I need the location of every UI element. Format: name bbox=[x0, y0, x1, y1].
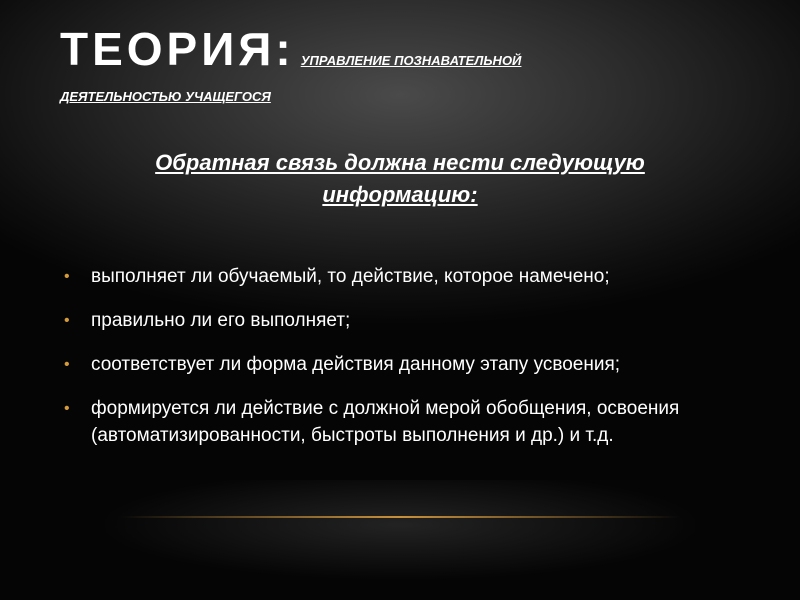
bullet-text: соответствует ли форма действия данному этапу усвоения; bbox=[91, 354, 621, 375]
bullet-dot-icon: • bbox=[64, 356, 70, 373]
subtitle-line2: информацию: bbox=[322, 182, 478, 207]
bullet-item bbox=[62, 307, 742, 334]
bullet-text: правильно ли его выполняет; bbox=[91, 310, 351, 331]
bullet-list bbox=[62, 263, 742, 466]
slide-title: ТЕОРИЯ: bbox=[60, 23, 295, 75]
bullet-item bbox=[62, 395, 742, 449]
bottom-glow bbox=[0, 480, 800, 600]
bullet-dot-icon: • bbox=[64, 268, 70, 285]
bullet-text: выполняет ли обучаемый, то действие, которое намечено; bbox=[91, 266, 610, 287]
slide-subtitle bbox=[100, 147, 700, 211]
bullet-dot-icon: • bbox=[64, 400, 70, 417]
bullet-text: формируется ли действие с должной мерой обобщения, освоения (автоматизированности, быстроты выполнения и др.) и т.д. bbox=[91, 398, 680, 446]
bullet-item bbox=[62, 351, 742, 378]
slide-title-sub-line1: УПРАВЛЕНИЕ ПОЗНАВАТЕЛЬНОЙ bbox=[300, 53, 522, 68]
slide-title-sub-line2: ДЕЯТЕЛЬНОСТЬЮ УЧАЩЕГОСЯ bbox=[60, 89, 271, 104]
title-block bbox=[60, 23, 760, 104]
bullet-dot-icon: • bbox=[64, 312, 70, 329]
bullet-item bbox=[62, 263, 742, 290]
divider-line bbox=[120, 516, 680, 518]
subtitle-line1: Обратная связь должна нести следующую bbox=[155, 150, 645, 175]
